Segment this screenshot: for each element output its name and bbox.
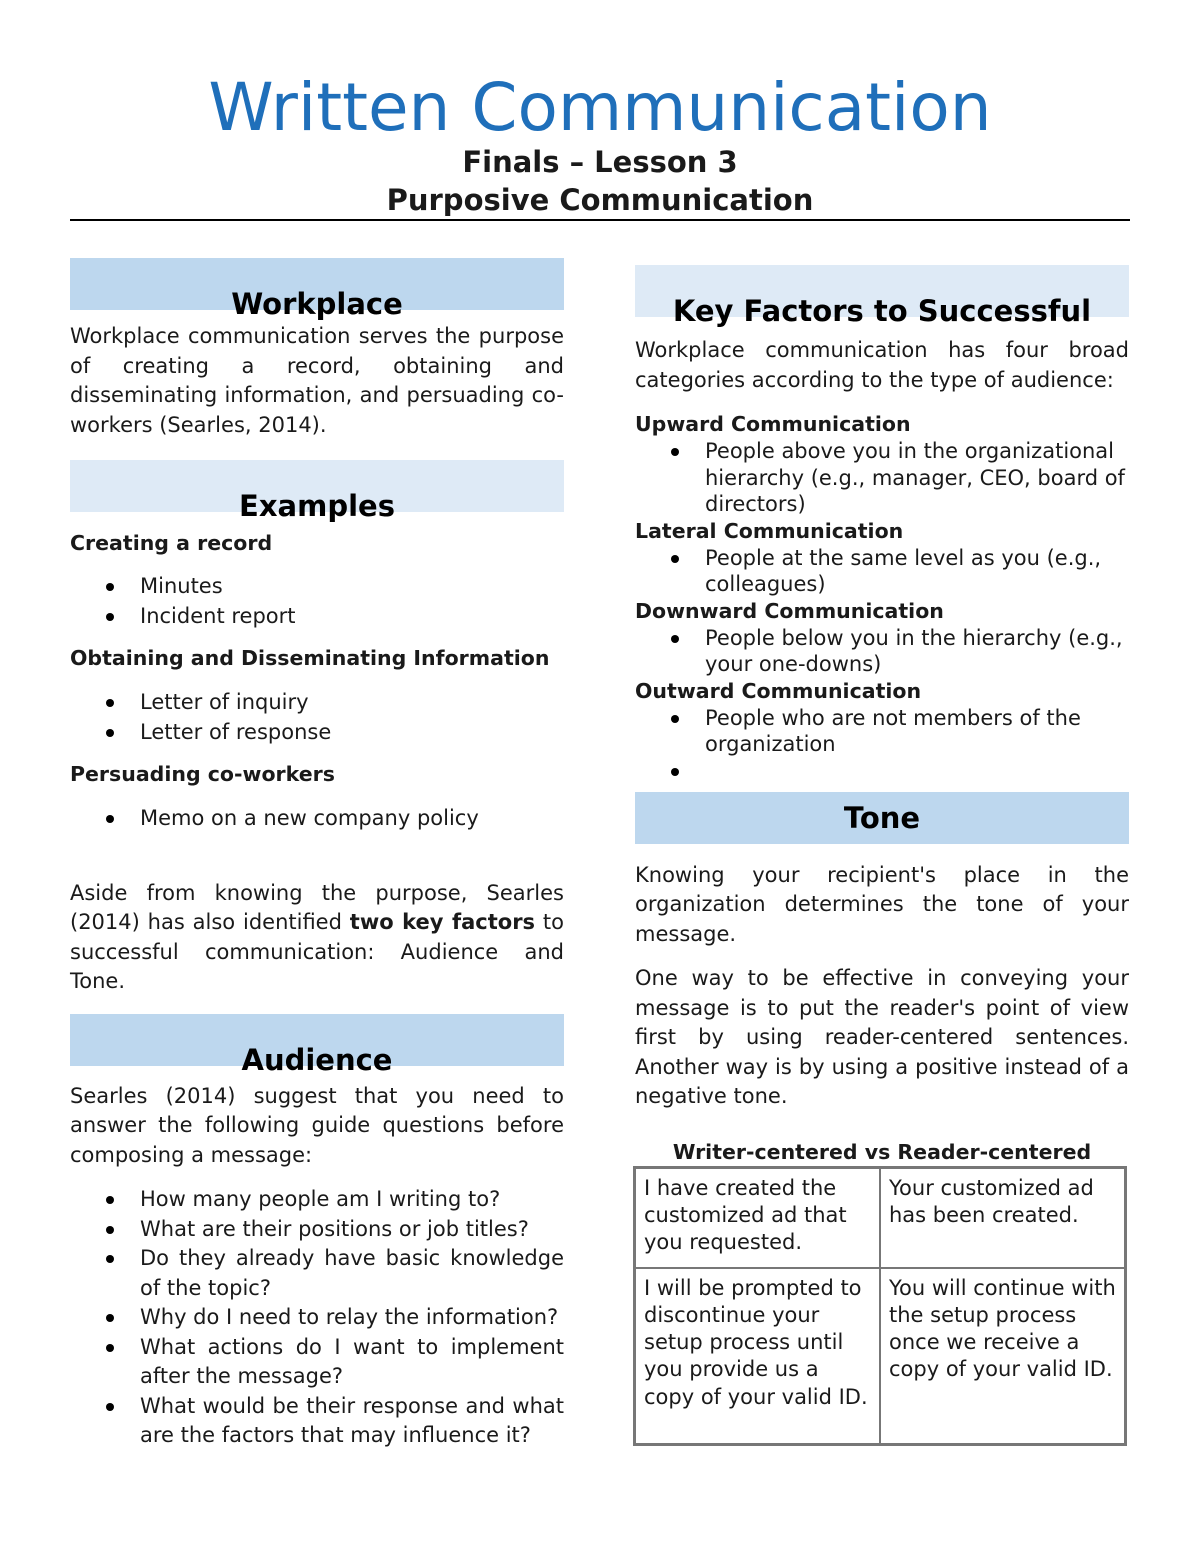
list-item: People at the same level as you (e.g., colleagues) [635,545,1129,598]
category-list [635,705,1129,784]
examples-heading: Examples [239,489,395,524]
example-list [70,804,564,834]
table-row [635,1168,1125,1268]
tone-heading-band [635,792,1129,844]
right-column [635,265,1129,1446]
list-item: Memo on a new company policy [70,804,564,834]
example-list [70,688,564,747]
audience-heading-band [70,1014,564,1077]
table-row [635,1268,1125,1444]
tone-paragraph-2: One way to be effective in conveying your message is to put the reader's point of view first by using reader-centered sentences. Another way is by using a positive instead of a negative tone. [635,966,1129,1108]
key-factors-heading-band [635,265,1129,329]
aside-text: Aside from knowing the purpose, Searles (2014) has also identified [70,880,564,934]
list-item: What actions do I want to implement after the message? [70,1333,564,1392]
list-item: Letter of response [70,718,564,748]
comparison-table [633,1166,1127,1446]
audience-questions [70,1185,564,1451]
category-list [635,438,1129,518]
workplace-heading: Workplace [231,287,403,322]
key-factors-intro: Workplace communication has four broad categories according to the type of audience: [635,338,1129,392]
table-caption: Writer-centered vs Reader-centered [672,1139,1092,1164]
writer-centered-cell: I have created the customized ad that you requested. [635,1168,880,1268]
list-item: People who are not members of the organization [635,705,1129,758]
empty-list-item [635,758,1129,784]
header-rule [70,219,1130,221]
examples-heading-band [70,460,564,524]
aside-text: to successful communication: Audience and Tone. [70,910,564,993]
key-factors-heading: Key Factors to Successful [672,294,1092,329]
list-item: Why do I need to relay the information? [70,1303,564,1333]
list-item: Minutes [70,572,564,602]
category-list [635,545,1129,598]
course-subtitle: Purposive Communication [386,183,814,217]
category-title: Upward Communication [635,412,911,436]
example-group-title: Persuading co-workers [70,762,335,786]
tone-heading: Tone [843,800,921,835]
writer-centered-cell: I will be prompted to discontinue your setup process until you provide us a copy of your valid ID. [635,1268,880,1444]
example-group-title: Obtaining and Disseminating Information [70,646,550,670]
category-title: Lateral Communication [635,518,904,543]
list-item: What would be their response and what are the factors that may influence it? [70,1392,564,1451]
list-item: What are their positions or job titles? [70,1215,564,1245]
example-group-title: Creating a record [70,531,273,555]
reader-centered-cell: Your customized ad has been created. [880,1168,1125,1268]
category-title: Downward Communication [635,598,944,623]
workplace-text: Workplace communication serves the purpose of creating a record, obtaining and disseminating information, and persuading co-workers (Searles, 2014). [70,324,564,437]
list-item: How many people am I writing to? [70,1185,564,1215]
left-column [70,258,564,1451]
list-item: People below you in the hierarchy (e.g., your one-downs) [635,625,1129,678]
example-list [70,572,564,631]
list-item: Do they already have basic knowledge of the topic? [70,1244,564,1303]
category-title: Outward Communication [635,678,922,703]
list-item: People above you in the organizational hierarchy (e.g., manager, CEO, board of directors) [635,438,1129,518]
reader-centered-cell: You will continue with the setup process once we receive a copy of your valid ID. [880,1268,1125,1444]
document-title: Written Communication [208,69,992,146]
aside-emphasis: two key factors [349,910,536,934]
audience-intro: Searles (2014) suggest that you need to answer the following guide questions before composing a message: [70,1083,564,1167]
aside-paragraph [70,879,564,997]
tone-paragraph-1: Knowing your recipient's place in the organization determines the tone of your message. [635,862,1129,946]
category-list [635,625,1129,678]
workplace-heading-band [70,258,564,322]
audience-heading: Audience [241,1042,393,1077]
list-item: Incident report [70,602,564,632]
lesson-subtitle: Finals – Lesson 3 [462,145,738,179]
list-item: Letter of inquiry [70,688,564,718]
